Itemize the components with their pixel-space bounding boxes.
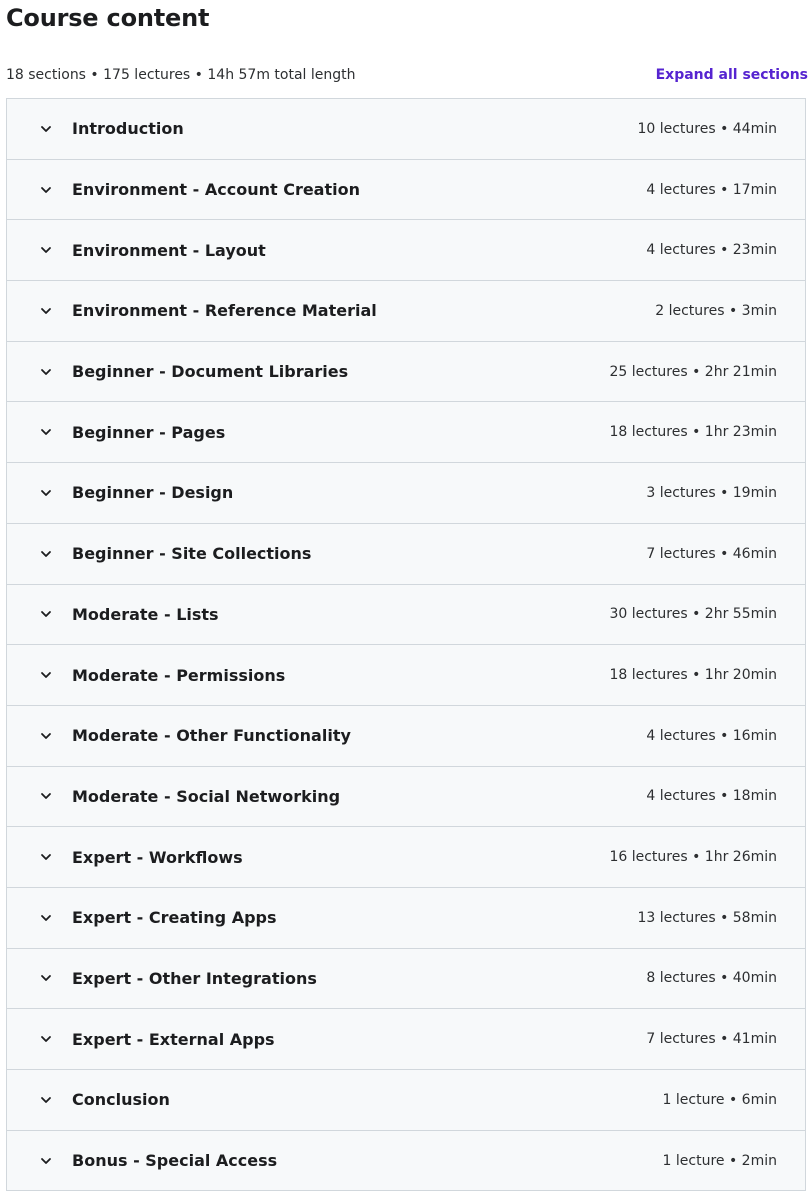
section-title: Moderate - Other Functionality: [72, 726, 351, 746]
section-meta: 16 lectures • 1hr 26min: [609, 849, 777, 866]
chevron-down-icon[interactable]: [39, 243, 53, 257]
section-title: Expert - Other Integrations: [72, 968, 317, 988]
section-header[interactable]: [7, 827, 805, 888]
chevron-down-icon[interactable]: [39, 1032, 53, 1046]
chevron-down-icon[interactable]: [39, 304, 53, 318]
section-meta: 4 lectures • 17min: [646, 181, 777, 198]
section-meta: 10 lectures • 44min: [637, 120, 777, 137]
section-title: Moderate - Lists: [72, 604, 219, 624]
section-header[interactable]: [7, 767, 805, 828]
section-title: Beginner - Site Collections: [72, 544, 312, 564]
chevron-down-icon[interactable]: [39, 607, 53, 621]
section-title: Beginner - Pages: [72, 422, 226, 442]
section-meta: 4 lectures • 23min: [646, 242, 777, 259]
section-header[interactable]: [7, 1009, 805, 1070]
section-title: Moderate - Social Networking: [72, 786, 341, 806]
section-title: Moderate - Permissions: [72, 665, 286, 685]
section-title: Environment - Reference Material: [72, 301, 377, 321]
chevron-down-icon[interactable]: [39, 425, 53, 439]
section-meta: 30 lectures • 2hr 55min: [609, 606, 777, 623]
course-summary: 18 sections • 175 lectures • 14h 57m total length: [6, 67, 356, 83]
section-header[interactable]: [7, 585, 805, 646]
section-header[interactable]: [7, 888, 805, 949]
section-meta: 25 lectures • 2hr 21min: [609, 363, 777, 380]
section-meta: 8 lectures • 40min: [646, 970, 777, 987]
section-header[interactable]: [7, 160, 805, 221]
section-meta: 18 lectures • 1hr 20min: [609, 667, 777, 684]
expand-all-sections-button[interactable]: Expand all sections: [655, 67, 808, 83]
section-title: Beginner - Design: [72, 483, 234, 503]
sections-accordion: [6, 98, 806, 1191]
section-title: Bonus - Special Access: [72, 1151, 278, 1171]
chevron-down-icon[interactable]: [39, 789, 53, 803]
chevron-down-icon[interactable]: [39, 971, 53, 985]
section-title: Expert - External Apps: [72, 1029, 275, 1049]
section-meta: 3 lectures • 19min: [646, 484, 777, 501]
section-header[interactable]: [7, 220, 805, 281]
chevron-down-icon[interactable]: [39, 486, 53, 500]
section-meta: 18 lectures • 1hr 23min: [609, 424, 777, 441]
section-title: Expert - Workflows: [72, 847, 243, 867]
chevron-down-icon[interactable]: [39, 850, 53, 864]
chevron-down-icon[interactable]: [39, 668, 53, 682]
chevron-down-icon[interactable]: [39, 365, 53, 379]
section-header[interactable]: [7, 342, 805, 403]
section-meta: 7 lectures • 46min: [646, 545, 777, 562]
section-meta: 7 lectures • 41min: [646, 1031, 777, 1048]
page-title: Course content: [6, 4, 210, 32]
section-title: Environment - Layout: [72, 240, 266, 260]
chevron-down-icon[interactable]: [39, 547, 53, 561]
section-header[interactable]: [7, 1131, 805, 1192]
chevron-down-icon[interactable]: [39, 183, 53, 197]
section-header[interactable]: [7, 706, 805, 767]
section-meta: 2 lectures • 3min: [655, 302, 777, 319]
section-header[interactable]: [7, 463, 805, 524]
section-meta: 1 lecture • 6min: [662, 1091, 777, 1108]
chevron-down-icon[interactable]: [39, 1093, 53, 1107]
section-header[interactable]: [7, 99, 805, 160]
section-title: Conclusion: [72, 1090, 170, 1110]
section-title: Introduction: [72, 119, 184, 139]
chevron-down-icon[interactable]: [39, 911, 53, 925]
section-header[interactable]: [7, 1070, 805, 1131]
chevron-down-icon[interactable]: [39, 729, 53, 743]
section-meta: 13 lectures • 58min: [637, 909, 777, 926]
chevron-down-icon[interactable]: [39, 122, 53, 136]
section-meta: 4 lectures • 16min: [646, 727, 777, 744]
chevron-down-icon[interactable]: [39, 1154, 53, 1168]
section-title: Environment - Account Creation: [72, 180, 360, 200]
section-title: Expert - Creating Apps: [72, 908, 277, 928]
section-header[interactable]: [7, 645, 805, 706]
section-title: Beginner - Document Libraries: [72, 362, 349, 382]
section-header[interactable]: [7, 281, 805, 342]
summary-row: [6, 62, 808, 88]
section-meta: 1 lecture • 2min: [662, 1152, 777, 1169]
section-header[interactable]: [7, 402, 805, 463]
section-header[interactable]: [7, 524, 805, 585]
section-header[interactable]: [7, 949, 805, 1010]
section-meta: 4 lectures • 18min: [646, 788, 777, 805]
